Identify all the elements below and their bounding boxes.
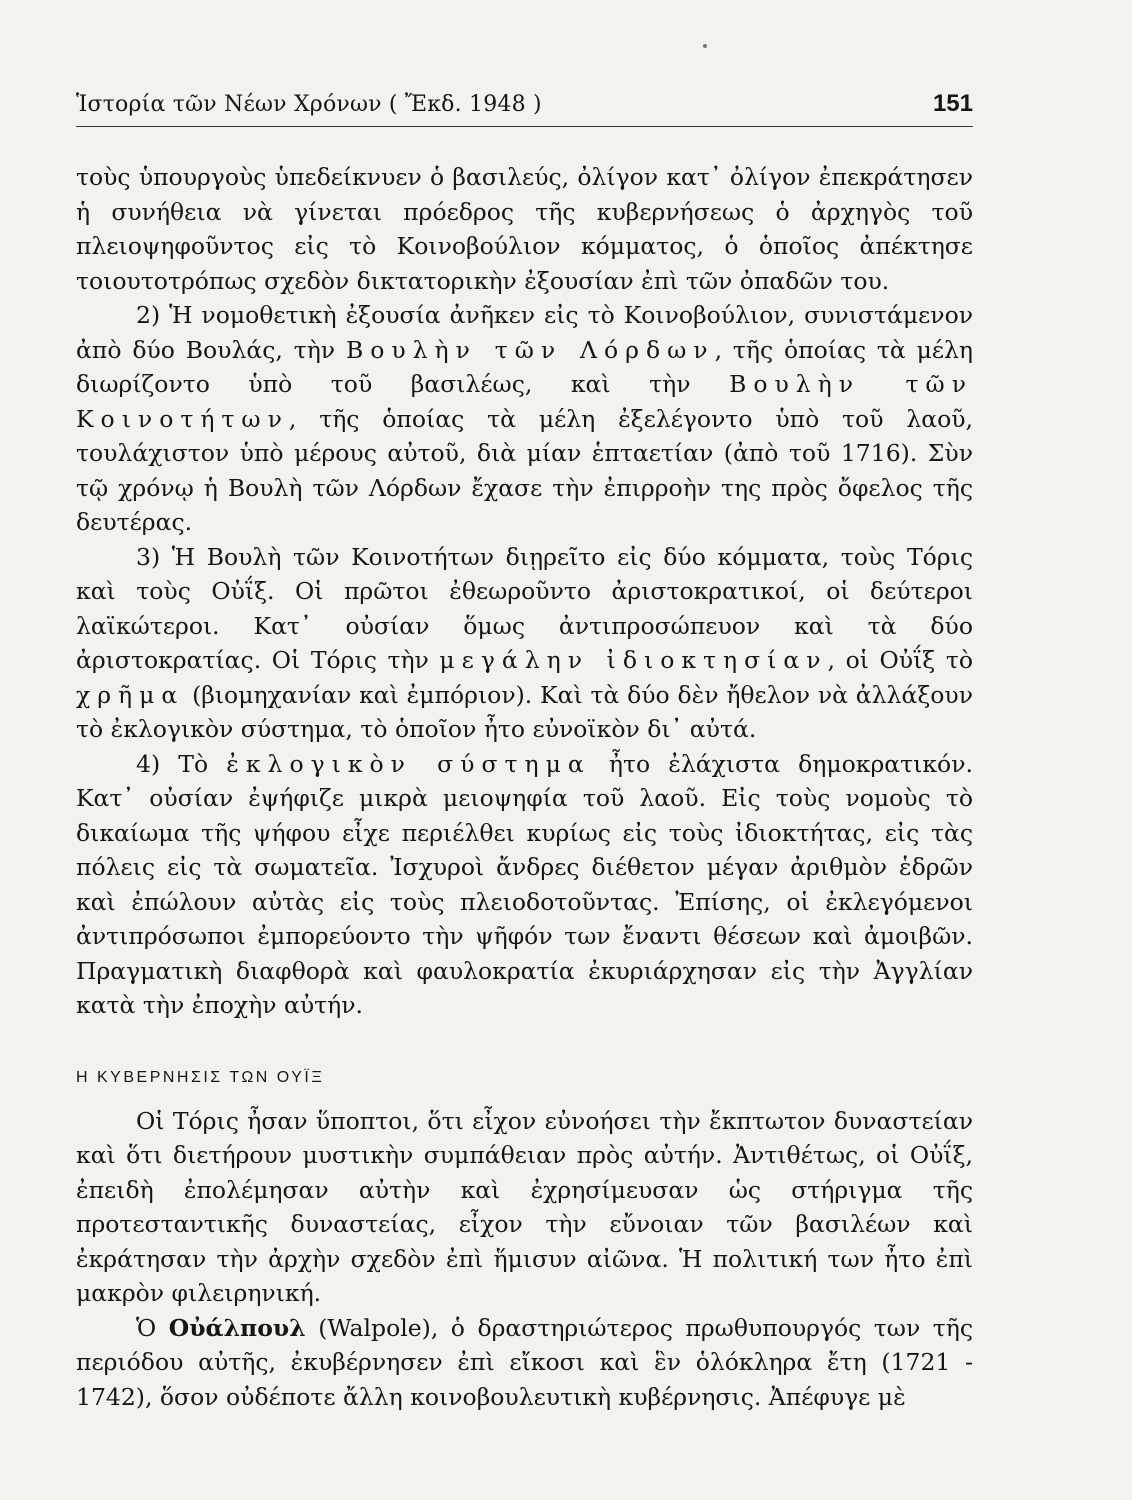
section-paragraph-2 (76, 1311, 973, 1415)
paragraph-3-part-c: , οἱ Οὐΐξ τὸ (827, 646, 973, 674)
paragraph-3-part-a: 3) Ἡ Βουλὴ τῶν Κοινοτήτων διῃρεῖτο εἰς δύο κόμματα, τοὺς Τόρις καὶ τοὺς Οὐΐξ. Οἱ πρῶτοι ἐθεωροῦντο ἀριστοκρατικοί, οἱ δεύτεροι λαϊκώτεροι. Κατ᾽ οὐσίαν ὅμως ἀντιπροσώπευον καὶ τὰ δύο ἀριστοκρατίας. Οἱ Τόρις τὴν (76, 542, 973, 674)
section-paragraph-1: Οἱ Τόρις ἦσαν ὕποπτοι, ὅτι εἶχον εὐνοήσει τὴν ἔκπτωτον δυναστείαν καὶ ὅτι διετήρουν μυστικὴν συμπάθειαν πρὸς αὐτήν. Ἀντιθέτως, οἱ Οὐΐξ, ἐπειδὴ ἐπολέμησαν αὐτὴν καὶ ἐχρησίμευσαν ὡς στήριγμα τῆς προτεσταντικῆς δυναστείας, εἶχον τὴν εὔνοιαν τῶν βασιλέων καὶ ἐκράτησαν τὴν ἀρχὴν σχεδὸν ἐπὶ ἥμισυν αἰῶνα. Ἡ πολιτική των ἦτο ἐπὶ μακρὸν φιλειρηνική. (76, 1106, 973, 1307)
paragraph-2 (76, 298, 973, 540)
paragraph-3 (76, 540, 973, 747)
house-of-commons-spaced: Βουλὴν τῶν Κοινοτήτων (76, 370, 973, 433)
section-paragraph-2-part-a: Ὁ (136, 1313, 157, 1342)
paragraph-2-part-a: 2) Ἡ νομοθετικὴ ἐξουσία ἀνῆκεν εἰς τὸ Κοινοβούλιον, συνιστάμενον ἀπὸ δύο Βουλάς, τὴν (76, 301, 973, 364)
great-property-spaced: μεγάλην ἰδιοκτησίαν (439, 646, 828, 674)
paragraph-4-part-c: ἦτο ἐλάχιστα δημοκρατικόν. Κατ᾽ οὐσίαν ἐψήφιζε μικρὰ μειοψηφία τοῦ λαοῦ. Εἰς τοὺς νομοὺς τὸ δικαίωμα τῆς ψήφου εἶχε περιέλθει κυρίως εἰς τοὺς ἰδιοκτήτας, εἰς τὰς πόλεις εἰς τὰ σωματεῖα. Ἰσχυροὶ ἄνδρες διέθετον μέγαν ἀριθμὸν ἑδρῶν καὶ ἐπώλουν αὐτὰς εἰς τοὺς πλειοδοτοῦντας. Ἐπίσης, οἱ ἐκλεγόμενοι ἀντιπρόσωποι ἐμπορεύοντο τὴν ψῆφόν των ἔναντι θέσεων καὶ ἀμοιβῶν. Πραγματικὴ διαφθορὰ καὶ φαυλοκρατία ἐκυριάρχησαν εἰς τὴν Ἀγγλίαν κατὰ τὴν ἐποχὴν αὐτήν. (76, 749, 973, 1019)
house-of-lords-spaced: Βουλὴν τῶν Λόρδων (345, 335, 715, 364)
paragraph-4-part-a: 4) Τὸ (136, 749, 209, 778)
section-paragraph-2-part-c: (Walpole), ὁ δραστηριώτερος πρωθυπουργός των τῆς περιόδου αὐτῆς, ἐκυβέρνησεν ἐπὶ εἴκοσι καὶ ἓν ὁλόκληρα ἔτη (1721 - 1742), ὅσον οὐδέποτε ἄλλη κοινοβουλευτικὴ κυβέρνησις. Ἀπέφυγε μὲ (76, 1313, 973, 1411)
paragraph-4 (76, 747, 973, 1023)
walpole-name-bold: Οὐάλπουλ (168, 1313, 306, 1342)
money-spaced: χρῆμα (76, 680, 185, 709)
electoral-system-spaced: ἐκλογικὸν σύστημα (226, 749, 591, 778)
scan-speck (703, 44, 707, 48)
paragraph-2-part-c: , τῆς ὁποίας τὰ μέλη διωρίζοντο ὑπὸ τοῦ βασιλέως, καὶ τὴν (76, 335, 973, 398)
running-header (76, 92, 973, 127)
paragraph-1: τοὺς ὑπουργοὺς ὑπεδείκνυεν ὁ βασιλεύς, ὀλίγον κατ᾽ ὀλίγον ἐπεκράτησεν ἡ συνήθεια νὰ γίνεται πρόεδρος τῆς κυβερνήσεως ὁ ἀρχηγὸς τοῦ πλειοψηφοῦντος εἰς τὸ Κοινοβούλιον κόμματος, ὁ ὁποῖος ἀπέκτησε τοιουτοτρόπως σχεδὸν δικτατορικὴν ἐξουσίαν ἐπὶ τῶν ὀπαδῶν του. (76, 163, 973, 295)
body-text (76, 160, 973, 1414)
header-title: Ἱστορία τῶν Νέων Χρόνων ( Ἔκδ. 1948 ) (76, 92, 542, 117)
paragraph-3-part-e: (βιομηχανίαν καὶ ἐμπόριον). Καὶ τὰ δύο δὲν ἤθελον νὰ ἀλλάξουν τὸ ἐκλογικὸν σύστημα, τὸ ὁποῖον ἦτο εὐνοϊκὸν δι᾽ αὐτά. (76, 680, 973, 743)
page-number: 151 (932, 90, 973, 117)
section-heading: Η ΚΥΒΕΡΝΗΣΙΣ ΤΩΝ ΟΥΪΞ (76, 1068, 325, 1086)
paragraph-2-part-e: , τῆς ὁποίας τὰ μέλη ἐξελέγοντο ὑπὸ τοῦ λαοῦ, τουλάχιστον ὑπὸ μέρους αὐτοῦ, διὰ μίαν ἑπταετίαν (ἀπὸ τοῦ 1716). Σὺν τῷ χρόνῳ ἡ Βουλὴ τῶν Λόρδων ἔχασε τὴν ἐπιρροὴν της πρὸς ὄφελος τῆς δευτέρας. (76, 404, 973, 536)
book-page (76, 0, 973, 1500)
